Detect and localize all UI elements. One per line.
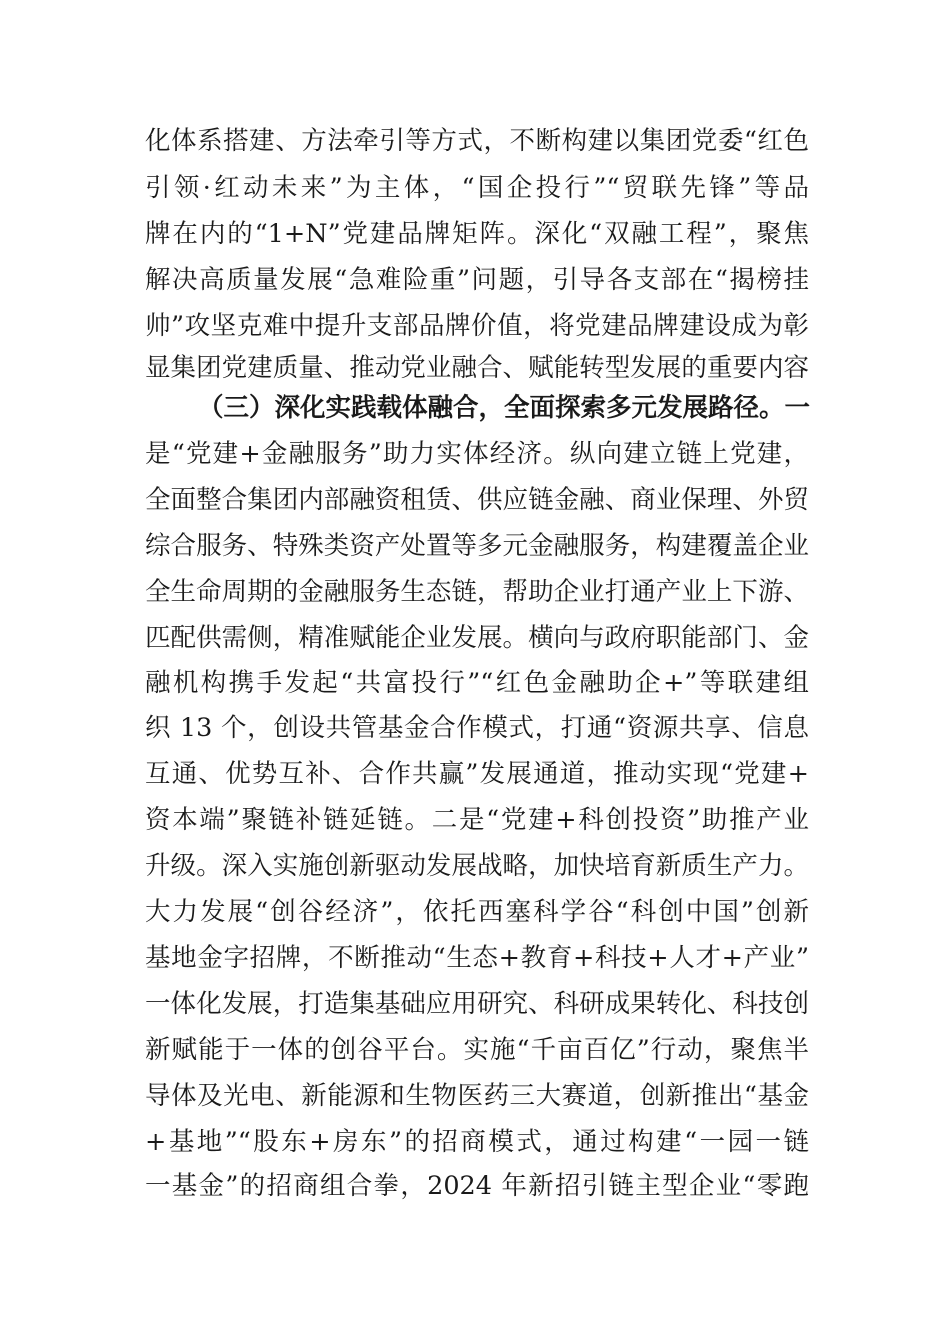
text-line: 全面整合集团内部融资租赁、供应链金融、商业保理、外贸	[145, 485, 809, 515]
text-line: 资本端”聚链补链延链。二是“党建+科创投资”助推产业	[145, 805, 809, 835]
section-heading-line: （三）深化实践载体融合，全面探索多元发展路径。一	[198, 393, 811, 423]
text-line: 是“党建+金融服务”助力实体经济。纵向建立链上党建，	[145, 439, 809, 469]
text-line: 帅”攻坚克难中提升支部品牌价值，将党建品牌建设成为彰	[145, 311, 809, 341]
text-line: 引领·红动未来”为主体，“国企投行”“贸联先锋”等品	[145, 173, 809, 203]
text-line: 织 13 个，创设共管基金合作模式，打通“资源共享、信息	[145, 713, 809, 743]
text-line: 解决高质量发展“急难险重”问题，引导各支部在“揭榜挂	[145, 265, 809, 295]
text-line: 新赋能于一体的创谷平台。实施“千亩百亿”行动，聚焦半	[145, 1035, 809, 1065]
text-line: 匹配供需侧，精准赋能企业发展。横向与政府职能部门、金	[145, 623, 809, 653]
text-line: 大力发展“创谷经济”，依托西塞科学谷“科创中国”创新	[145, 897, 809, 927]
text-line: 一体化发展，打造集基础应用研究、科研成果转化、科技创	[145, 989, 809, 1019]
text-line: 显集团党建质量、推动党业融合、赋能转型发展的重要内容	[145, 353, 809, 383]
text-line: +基地”“股东+房东”的招商模式，通过构建“一园一链	[145, 1127, 809, 1157]
text-line: 牌在内的“1+N”党建品牌矩阵。深化“双融工程”，聚焦	[145, 219, 809, 249]
text-line: 互通、优势互补、合作共赢”发展通道，推动实现“党建+	[145, 759, 809, 789]
text-line: 全生命周期的金融服务生态链，帮助企业打通产业上下游、	[145, 577, 809, 607]
text-line: 导体及光电、新能源和生物医药三大赛道，创新推出“基金	[145, 1081, 809, 1111]
text-line: 基地金字招牌，不断推动“生态+教育+科技+人才+产业”	[145, 943, 809, 973]
text-line: 升级。深入实施创新驱动发展战略，加快培育新质生产力。	[145, 851, 809, 881]
text-line: 一基金”的招商组合拳，2024 年新招引链主型企业“零跑	[145, 1171, 809, 1201]
text-line: 综合服务、特殊类资产处置等多元金融服务，构建覆盖企业	[145, 531, 809, 561]
text-line: 化体系搭建、方法牵引等方式，不断构建以集团党委“红色	[145, 126, 809, 156]
text-line: 融机构携手发起“共富投行”“红色金融助企+”等联建组	[145, 668, 809, 698]
